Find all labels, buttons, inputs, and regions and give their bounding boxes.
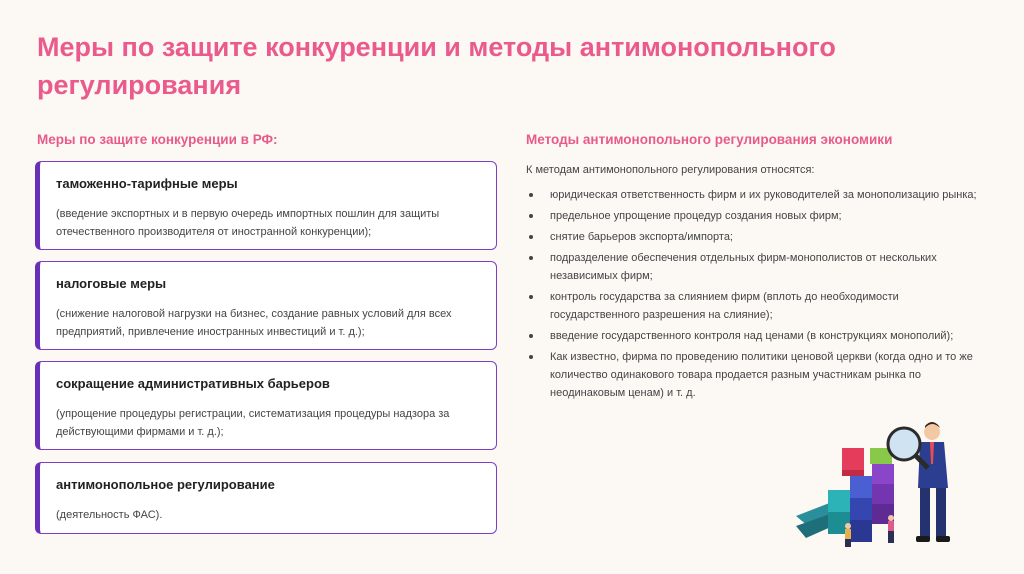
right-heading: Методы антимонопольного регулирования экономики [526,132,893,147]
list-item: снятие барьеров экспорта/импорта; [526,228,986,246]
left-heading: Меры по защите конкуренции в РФ: [37,132,278,147]
measure-card [35,261,497,350]
methods-intro: К методам антимонопольного регулирования относятся: [526,164,815,176]
measure-card [35,361,497,450]
list-item: подразделение обеспечения отдельных фирм-монополистов от нескольких независимых фирм; [526,249,986,285]
measure-card [35,462,497,534]
measure-card-desc: (снижение налоговой нагрузки на бизнес, создание равных условий для всех предприятий, привлечение иностранных инвестиций и т. д.); [56,308,452,338]
list-item: юридическая ответственность фирм и их руководителей за монополизацию рынка; [526,186,986,204]
page-title: Меры по защите конкуренции и методы антимонопольного регулирования [37,32,836,100]
measure-card-title: таможенно-тарифные меры [56,176,238,191]
list-item: контроль государства за слиянием фирм (вплоть до необходимости государственного разрешения на слияние); [526,288,986,324]
measure-card [35,161,497,250]
list-item: Как известно, фирма по проведению политики ценовой церкви (когда одно и то же количество одинакового товара продается разным участникам рынка по неодинаковым ценам) и т. д. [526,348,986,402]
measure-card-title: налоговые меры [56,276,167,291]
measure-card-title: антимонопольное регулирование [56,477,275,492]
methods-list [526,186,986,405]
measure-card-desc: (упрощение процедуры регистрации, систематизация процедуры надзора за действующими фирмами и т. д.); [56,408,450,438]
businessman-chart-illustration [792,418,972,558]
measure-card-desc: (введение экспортных и в первую очередь импортных пошлин для защиты отечественного производителя от иностранной конкуренции); [56,208,440,238]
measure-card-title: сокращение административных барьеров [56,376,330,391]
list-item: предельное упрощение процедур создания новых фирм; [526,207,986,225]
measure-card-desc: (деятельность ФАС). [56,509,163,521]
list-item: введение государственного контроля над ценами (в конструкциях монополий); [526,327,986,345]
